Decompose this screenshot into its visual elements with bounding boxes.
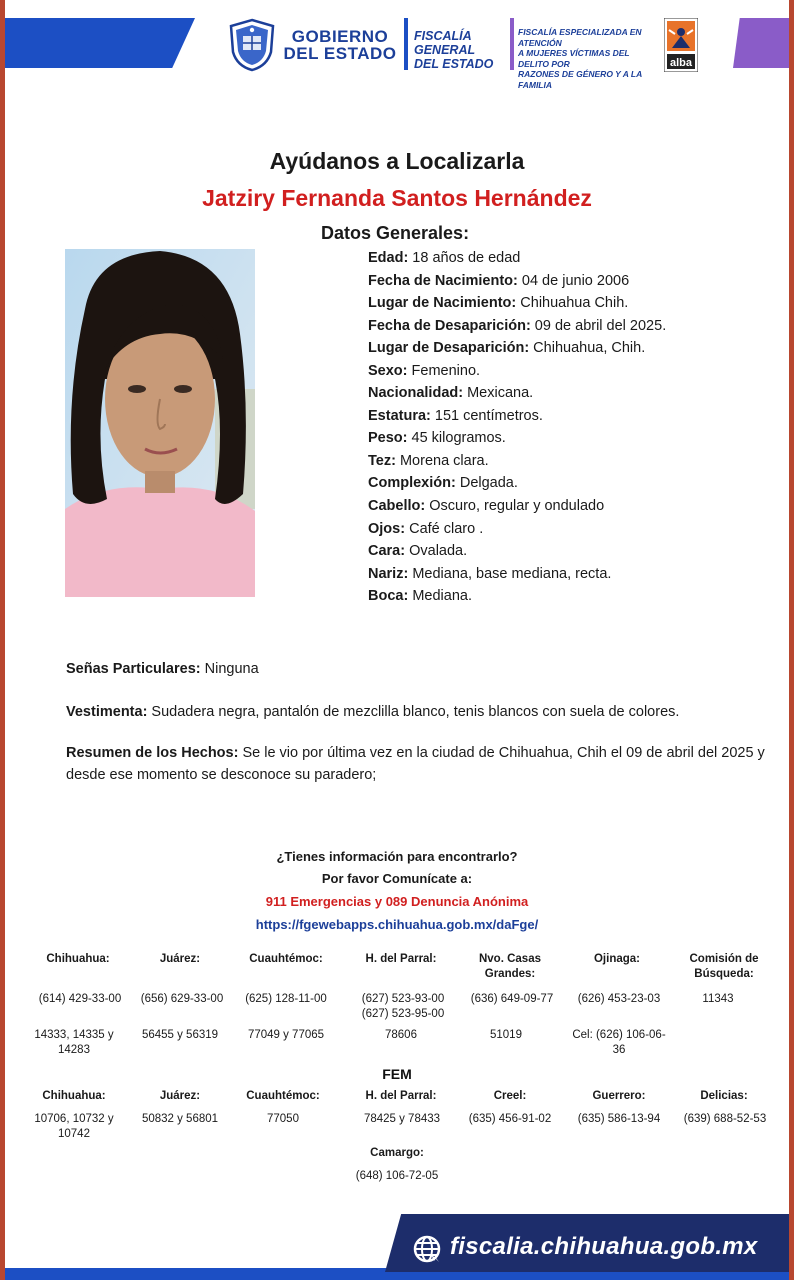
detail-value: 04 de junio 2006 [517, 272, 630, 289]
resumen-label: Resumen de los Hechos: [66, 745, 239, 761]
detail-label: Sexo: [368, 362, 408, 379]
table-header: Camargo: [370, 1147, 424, 1159]
detail-row-boca [368, 585, 768, 608]
detail-row-estatura [368, 405, 768, 428]
footer-website-link[interactable]: fiscalia.chihuahua.gob.mx [450, 1233, 758, 1260]
protocolo-alba-logo [664, 18, 698, 72]
detail-label: Peso: [368, 430, 408, 447]
detail-row-edad [368, 247, 768, 270]
vestimenta-value: Sudadera negra, pantalón de mezclilla blanco, tenis blancos con suela de colores. [147, 704, 680, 720]
table-header: Comisión de Búsqueda: [689, 953, 759, 980]
missing-person-photo [65, 249, 255, 597]
detail-label: Fecha de Desaparición: [368, 317, 531, 334]
detail-row-fecha-nacimiento [368, 270, 768, 293]
state-seal-logo [229, 18, 275, 72]
table-header: Creel: [493, 1090, 527, 1102]
table-cell-value: 10706, 10732 y 10742 [34, 1113, 114, 1140]
header-blue-band [5, 18, 195, 68]
contact-question: ¿Tienes información para encontrarlo? [276, 849, 518, 864]
detail-label: Lugar de Nacimiento: [368, 295, 517, 312]
table-header: Chihuahua: [46, 953, 110, 965]
detail-row-nacionalidad [368, 382, 768, 405]
detail-label: Nacionalidad: [368, 385, 464, 402]
table-header: Nvo. Casas Grandes: [478, 953, 541, 980]
table-cell-ext: 78606 [385, 1029, 417, 1041]
table-cell-ext: 77049 y 77065 [247, 1029, 325, 1041]
detail-label: Edad: [368, 250, 409, 266]
detail-value: Chihuahua Chih. [516, 295, 629, 312]
table-cell-ext: Cel: (626) 106-06-36 [572, 1029, 666, 1056]
table-cell-phone: (625) 128-11-00 [245, 993, 327, 1005]
detail-label: Fecha de Nacimiento: [368, 272, 518, 289]
detail-label: Ojos: [368, 520, 406, 537]
resumen-hechos [66, 742, 766, 786]
fiscalia-general-logo-text [414, 29, 506, 71]
senas-value: Ninguna [200, 661, 259, 677]
datos-generales-heading: Datos Generales: [321, 223, 470, 243]
table-cell-value: (648) 106-72-05 [355, 1170, 439, 1182]
table-cell-phone: (627) 523-93-00 (627) 523-95-00 [361, 993, 445, 1020]
fiscalia-especializada-logo-text [518, 27, 658, 90]
table-cell-ext: 56455 y 56319 [141, 1029, 219, 1041]
table-header: Ojinaga: [593, 953, 640, 965]
detail-value: 45 kilogramos. [407, 430, 506, 447]
table-header: Delicias: [700, 1090, 748, 1102]
table-cell-value: (635) 456-91-02 [468, 1113, 552, 1125]
detail-value: Femenino. [407, 362, 481, 379]
detail-label: Tez: [368, 452, 396, 469]
table-header: Guerrero: [592, 1090, 646, 1102]
fem-line-1: FISCALÍA ESPECIALIZADA EN ATENCIÓN [518, 27, 642, 48]
fiscalia-line-1: FISCALÍA GENERAL [414, 29, 476, 57]
detail-value: Café claro . [405, 520, 484, 537]
fiscalia-line-2: DEL ESTADO [414, 57, 494, 71]
detail-label: Estatura: [368, 407, 431, 424]
table-header: H. del Parral: [365, 1090, 437, 1102]
contact-please: Por favor Comunícate a: [321, 871, 473, 886]
detail-value: Oscuro, regular y ondulado [425, 498, 605, 515]
table-header: H. del Parral: [365, 953, 437, 965]
table-cell-ext: 14333, 14335 y 14283 [34, 1029, 114, 1056]
detail-label: Cara: [368, 543, 406, 560]
detail-value: Delgada. [455, 475, 518, 492]
detail-label: Nariz: [368, 565, 409, 582]
table-cell-ext: 51019 [490, 1029, 522, 1041]
table-header: Cuauhtémoc: [249, 953, 323, 965]
table-cell-value: 50832 y 56801 [141, 1113, 219, 1125]
table-cell-value: 78425 y 78433 [363, 1113, 441, 1125]
senas-label: Señas Particulares: [66, 661, 201, 677]
detail-row-peso [368, 427, 768, 450]
detail-row-nariz [368, 563, 768, 586]
detail-value: 09 de abril del 2025. [530, 317, 667, 334]
fem-heading: FEM [382, 1066, 412, 1082]
detail-row-tez [368, 450, 768, 473]
gobierno-line-2: DEL ESTADO [283, 44, 397, 63]
table-header: Juárez: [159, 953, 201, 965]
detail-value: Mediana. [408, 588, 472, 605]
gobierno-del-estado-logo [282, 28, 398, 62]
table-cell-phone: (636) 649-09-77 [470, 993, 554, 1005]
vestimenta-label: Vestimenta: [66, 704, 148, 720]
report-link[interactable]: https://fgewebapps.chihuahua.gob.mx/daFge/ [255, 917, 539, 932]
missing-person-name: Jatziry Fernanda Santos Hernández [202, 185, 592, 211]
vestimenta [66, 701, 766, 723]
table-cell-phone: (614) 429-33-00 [38, 993, 122, 1005]
globe-icon [412, 1234, 442, 1264]
table-cell-phone: (656) 629-33-00 [140, 993, 224, 1005]
fem-line-3: RAZONES DE GÉNERO Y A LA FAMILIA [518, 69, 642, 90]
alba-label: alba [669, 57, 693, 69]
detail-label: Complexión: [368, 475, 456, 492]
detail-row-fecha-desaparicion [368, 315, 768, 338]
detail-row-complexion [368, 472, 768, 495]
header-divider [510, 18, 514, 70]
detail-row-sexo [368, 360, 768, 383]
table-header: Cuauhtémoc: [246, 1090, 320, 1102]
senas-particulares [66, 658, 766, 680]
detail-row-cara [368, 540, 768, 563]
table-cell-phone: (626) 453-23-03 [577, 993, 661, 1005]
header-purple-band [733, 18, 789, 68]
detail-row-lugar-nacimiento [368, 292, 768, 315]
gobierno-line-1: GOBIERNO [291, 27, 389, 46]
detail-value: 18 años de edad [408, 250, 521, 266]
table-cell-value: 77050 [267, 1113, 299, 1125]
detail-label: Lugar de Desaparición: [368, 340, 530, 357]
detail-row-ojos [368, 518, 768, 541]
resumen-value: Se le vio por última vez en la ciudad de Chihuahua, Chih el 09 de abril del 2025 y desde ese momento se desconoce su paradero; [66, 745, 765, 783]
fem-line-2: A MUJERES VÍCTIMAS DEL DELITO POR [518, 48, 630, 69]
detail-value: 151 centímetros. [430, 407, 543, 424]
detail-value: Morena clara. [395, 452, 489, 469]
detail-label: Cabello: [368, 498, 426, 515]
table-cell-value: (639) 688-52-53 [683, 1113, 767, 1125]
detail-value: Ovalada. [405, 543, 468, 560]
detail-value: Mexicana. [463, 385, 534, 402]
table-cell-phone: 11343 [702, 993, 734, 1005]
emergency-numbers: 911 Emergencias y 089 Denuncia Anónima [265, 894, 529, 909]
detail-value: Mediana, base mediana, recta. [408, 565, 612, 582]
header-divider [404, 18, 408, 70]
detail-row-lugar-desaparicion [368, 337, 768, 360]
table-header: Juárez: [159, 1090, 201, 1102]
detail-row-cabello [368, 495, 768, 518]
detail-label: Boca: [368, 588, 409, 605]
table-header: Chihuahua: [42, 1090, 106, 1102]
page-title: Ayúdanos a Localizarla [269, 148, 525, 174]
table-cell-value: (635) 586-13-94 [577, 1113, 661, 1125]
detail-value: Chihuahua, Chih. [529, 340, 646, 357]
details-list [368, 247, 768, 608]
